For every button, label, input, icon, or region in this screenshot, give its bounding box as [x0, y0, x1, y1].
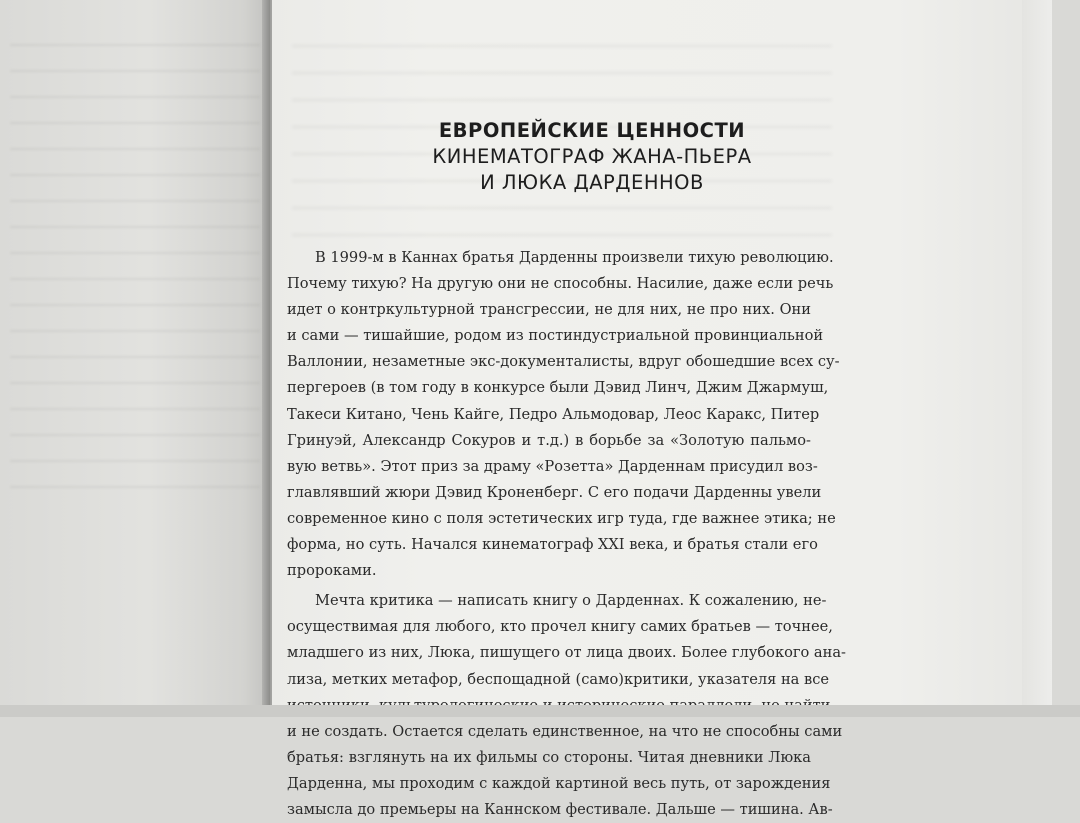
body-text: [287, 245, 846, 823]
text-line: и сами — тишайшие, родом из постиндустриальной провинциальной: [287, 327, 824, 345]
paragraph-1: [287, 245, 840, 584]
text-line: Гринуэй, Александр Сокуров и т.д.) в борьбе за «Золотую пальмо-: [287, 431, 811, 449]
text-line: Мечта критика — написать книгу о Дарденнах. К сожалению, не-: [315, 592, 827, 610]
chapter-heading: [372, 118, 812, 196]
left-page-blurred-text: [10, 30, 260, 510]
text-line: форма, но суть. Начался кинематограф XXI века, и братья стали его: [287, 536, 818, 554]
text-line: младшего из них, Люка, пишущего от лица двоих. Более глубокого ана-: [287, 644, 846, 662]
text-line: Дарденна, мы проходим с каждой картиной весь путь, от зарождения: [287, 774, 831, 792]
text-line: пергероев (в том году в конкурсе были Дэвид Линч, Джим Джармуш,: [287, 379, 829, 397]
table-surface: [0, 705, 1080, 717]
text-line: Валлонии, незаметные экс-документалисты, вдруг обошедшие всех су-: [287, 353, 840, 371]
left-page: [0, 0, 270, 717]
text-line: современное кино с поля эстетических игр туда, где важнее этика; не: [287, 509, 836, 527]
text-line: осуществимая для любого, кто прочел книгу самих братьев — точнее,: [287, 618, 833, 636]
text-line: лиза, метких метафор, беспощадной (само)критики, указателя на все: [287, 670, 830, 688]
text-line: пророками.: [287, 562, 377, 580]
text-line: замысла до премьеры на Каннском фестивале. Дальше — тишина. Ав-: [287, 800, 833, 818]
chapter-subtitle-line-1: КИНЕМАТОГРАФ ЖАНА-ПЬЕРА: [432, 145, 752, 168]
chapter-title: ЕВРОПЕЙСКИЕ ЦЕННОСТИ: [438, 119, 746, 142]
right-page: [272, 0, 1052, 818]
text-line: братья: взглянуть на их фильмы со стороны. Читая дневники Люка: [287, 748, 811, 766]
text-line: идет о контркультурной трансгрессии, не для них, не про них. Они: [287, 301, 811, 319]
text-line: Такеси Китано, Чень Кайге, Педро Альмодовар, Леос Каракс, Питер: [287, 405, 820, 423]
text-line: главлявший жюри Дэвид Кроненберг. С его подачи Дарденны увели: [287, 483, 822, 501]
text-line: В 1999-м в Каннах братья Дарденны произвели тихую революцию.: [315, 249, 834, 266]
text-line: и не создать. Остается сделать единственное, на что не способны сами: [287, 722, 843, 740]
text-line: Почему тихую? На другую они не способны. Насилие, даже если речь: [287, 275, 834, 293]
text-line: вую ветвь». Этот приз за драму «Розетта» Дарденнам присудил воз-: [287, 457, 818, 475]
page-edge: [1022, 0, 1052, 717]
chapter-subtitle-line-2: И ЛЮКА ДАРДЕННОВ: [480, 171, 704, 194]
